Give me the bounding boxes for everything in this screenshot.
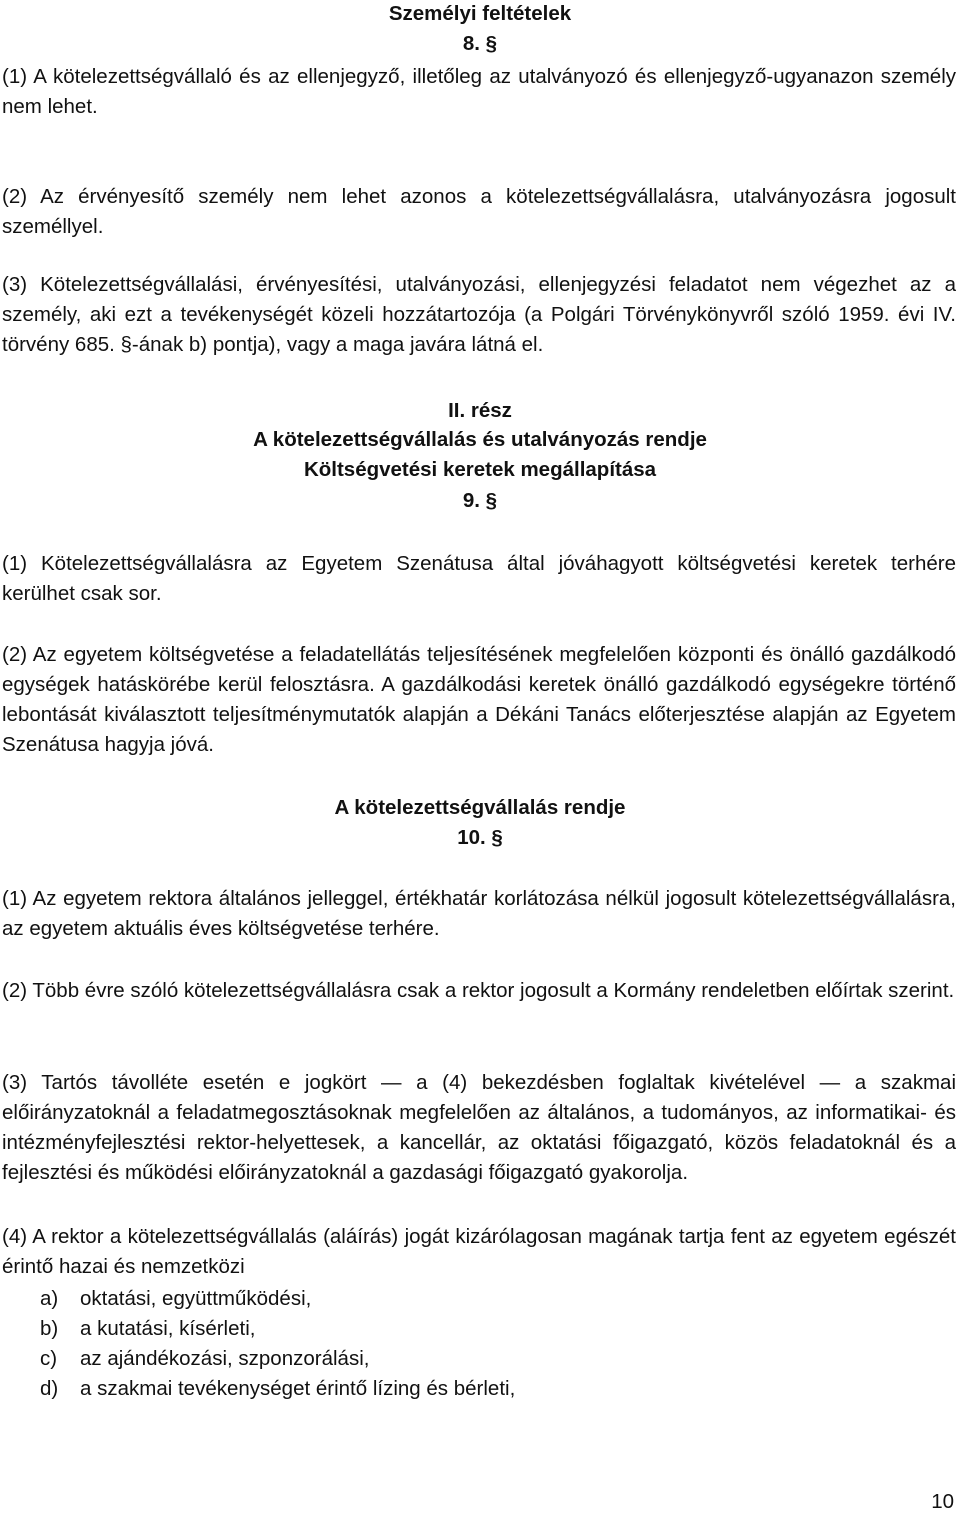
section-8-paragraph-1: (1) A kötelezettségvállaló és az ellenjegyző, illetőleg az utalványozó és ellenjegyző-ugyanazon személy nem lehet. [2, 65, 956, 118]
list-marker: b) [40, 1317, 59, 1340]
section-10-paragraph-4: (4) A rektor a kötelezettségvállalás (aláírás) jogát kizárólagosan magának tartja fent az egyetem egészét érintő hazai és nemzetközi [2, 1225, 956, 1278]
section-10-paragraph-1: (1) Az egyetem rektora általános jelleggel, értékhatár korlátozása nélkül jogosult kötelezettségvállalásra, az egyetem aktuális éves költségvetése terhére. [2, 887, 956, 940]
section-9-paragraph-1: (1) Kötelezettségvállalásra az Egyetem Szenátusa által jóváhagyott költségvetési keretek terhére kerülhet csak sor. [2, 552, 956, 605]
part-2-subtitle: Költségvetési keretek megállapítása [303, 458, 657, 481]
section-9-paragraph-2: (2) Az egyetem költségvetése a feladatellátás teljesítésének megfelelően központi és önálló gazdálkodó egységek hatáskörébe kerül felosztásra. A gazdálkodási keretek önálló gazdálkodó egységekre történő lebontását kiválasztott teljesítménymutatók alapján a Dékáni Tanács előterjesztése alapján az Egyetem Szenátusa hagyja jóvá. [2, 643, 956, 756]
section-10-paragraph-2: (2) Több évre szóló kötelezettségvállalásra csak a rektor jogosult a Kormány rendeletben előírtak szerint. [2, 979, 955, 1002]
section-8-title: Személyi feltételek [388, 2, 572, 25]
section-10-number: 10. § [457, 826, 503, 849]
list-item [40, 1314, 255, 1344]
list-text: a kutatási, kísérleti, [80, 1317, 256, 1340]
list-marker: d) [40, 1377, 59, 1400]
list-item [40, 1374, 515, 1404]
section-10-paragraph-3: (3) Tartós távolléte esetén e jogkört — a (4) bekezdésben foglaltak kivételével — a szakmai előirányzatoknál a feladatmegosztásoknak megfelelően az általános, a tudományos, az informatikai- és intézményfejlesztési rektor-helyettesek, a kancellár, az oktatási főigazgató, közös feladatoknál és a fejlesztési és működési előirányzatoknál a gazdasági főigazgató gyakorolja. [2, 1071, 956, 1184]
section-8-number: 8. § [462, 32, 498, 55]
list-text: az ajándékozási, szponzorálási, [80, 1347, 370, 1370]
section-10-title: A kötelezettségvállalás rendje [334, 796, 626, 819]
part-2-label: II. rész [448, 399, 512, 422]
list-marker: c) [40, 1347, 58, 1370]
list-text: oktatási, együttműködési, [80, 1287, 312, 1310]
section-8-paragraph-3: (3) Kötelezettségvállalási, érvényesítési, utalványozási, ellenjegyzési feladatot nem végezhet az a személy, aki ezt a tevékenységét közeli hozzátartozója (a Polgári Törvénykönyvről szóló 1959. évi IV. törvény 685. §-ának b) pontja), vagy a maga javára látná el. [2, 273, 956, 356]
list-marker: a) [40, 1287, 59, 1310]
list-text: a szakmai tevékenységet érintő lízing és bérleti, [80, 1377, 516, 1400]
page-number: 10 [931, 1490, 954, 1513]
section-8-paragraph-2: (2) Az érvényesítő személy nem lehet azonos a kötelezettségvállalásra, utalványozásra jogosult személlyel. [2, 185, 956, 238]
list-item [40, 1344, 369, 1374]
part-2-title: A kötelezettségvállalás és utalványozás rendje [253, 428, 707, 451]
section-9-number: 9. § [462, 489, 498, 512]
list-item [40, 1284, 311, 1314]
